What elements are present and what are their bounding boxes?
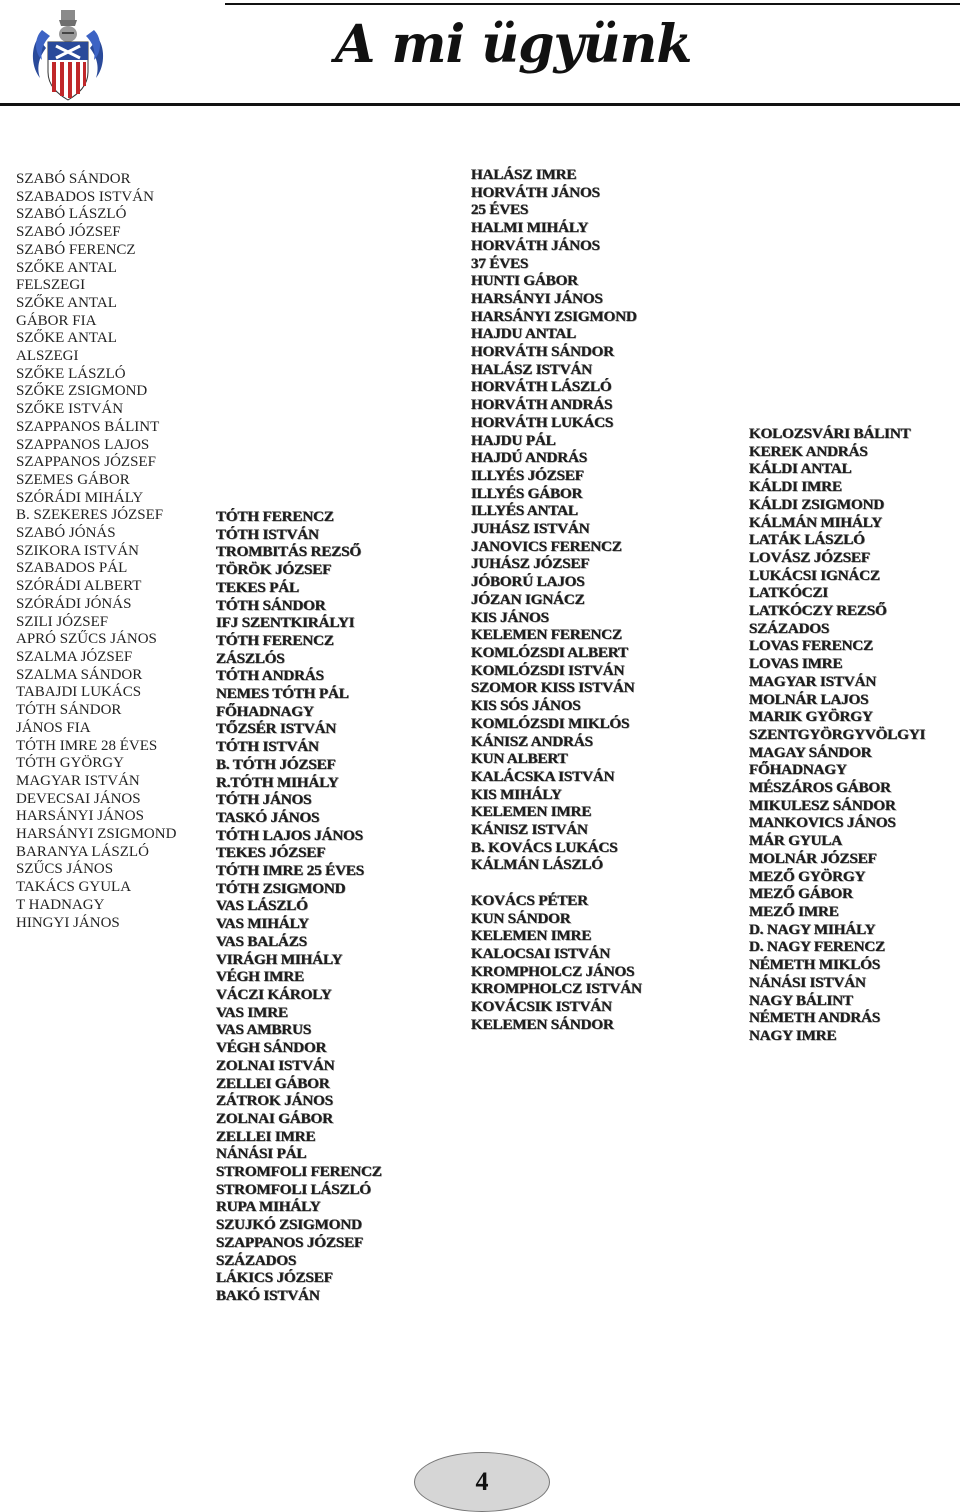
- page-title: A mi ügyünk: [335, 14, 692, 75]
- name-entry: KROMPHOLCZ JÁNOS: [471, 962, 635, 980]
- name-entry: KELEMEN IMRE: [471, 927, 592, 945]
- name-entry: LÁKICS JÓZSEF: [216, 1269, 333, 1287]
- name-entry: JÓBORÚ LAJOS: [471, 573, 585, 591]
- name-entry: JÓZAN IGNÁCZ: [471, 590, 585, 608]
- name-entry: KÁLMÁN LÁSZLÓ: [471, 856, 603, 874]
- coat-of-arms-icon: [28, 8, 108, 102]
- name-entry: HAJDÚ ANDRÁS: [471, 449, 588, 467]
- name-entry: SZEMES GÁBOR: [16, 471, 130, 488]
- name-entry: D. NAGY MIHÁLY: [749, 920, 876, 938]
- name-entry: HALMI MIHÁLY: [471, 219, 589, 237]
- name-entry: KALOCSAI ISTVÁN: [471, 944, 611, 962]
- name-entry: JÁNOS FIA: [16, 719, 91, 736]
- name-entry: SZŐKE ANTAL: [16, 259, 117, 276]
- name-entry: SZABADOS ISTVÁN: [16, 188, 154, 205]
- name-entry: HARSÁNYI JÁNOS: [16, 808, 144, 825]
- name-entry: MEZŐ GÁBOR: [749, 885, 853, 903]
- name-entry: HARSÁNYI ZSIGMOND: [16, 826, 177, 843]
- name-entry: SZILI JÓZSEF: [16, 613, 109, 630]
- name-entry: ZELLEI GÁBOR: [216, 1074, 330, 1092]
- name-entry: HORVÁTH JÁNOS: [471, 183, 600, 201]
- name-entry: SZABÓ LÁSZLÓ: [16, 206, 127, 223]
- name-entry: TÓTH ISTVÁN: [216, 525, 319, 543]
- name-entry: KELEMEN FERENCZ: [471, 626, 623, 644]
- name-entry: MOLNÁR LAJOS: [749, 690, 869, 708]
- name-entry: SZŐKE ZSIGMOND: [16, 383, 148, 400]
- name-entry: ILLYÉS JÓZSEF: [471, 466, 584, 484]
- name-entry: HORVÁTH LUKÁCS: [471, 413, 614, 431]
- name-entry: KOMLÓZSDI ALBERT: [471, 643, 629, 661]
- name-entry: BARANYA LÁSZLÓ: [16, 843, 149, 860]
- name-entry: LOVAS FERENCZ: [749, 637, 874, 655]
- header-top-rule: [225, 3, 960, 5]
- name-entry: B. SZEKERES JÓZSEF: [16, 507, 164, 524]
- name-entry: R.TÓTH MIHÁLY: [216, 773, 339, 791]
- name-entry: DEVECSAI JÁNOS: [16, 790, 141, 807]
- name-entry: VAS AMBRUS: [216, 1021, 312, 1039]
- name-entry: SZALMA SÁNDOR: [16, 666, 143, 683]
- name-entry: TÓTH FERENCZ: [216, 508, 334, 525]
- name-entry: RUPA MIHÁLY: [216, 1198, 321, 1216]
- name-entry: MAGYAR ISTVÁN: [16, 772, 140, 789]
- name-column-1: [16, 171, 176, 932]
- name-entry: TAKÁCS GYULA: [16, 879, 132, 896]
- name-entry: SZABADOS PÁL: [16, 560, 128, 577]
- name-entry: HORVÁTH JÁNOS: [471, 236, 600, 254]
- name-entry: KOMLÓZSDI MIKLÓS: [471, 714, 630, 732]
- name-entry: HARSÁNYI JÁNOS: [471, 289, 603, 307]
- name-entry: NEMES TÓTH PÁL: [216, 685, 349, 703]
- name-entry: T HADNAGY: [16, 896, 105, 913]
- name-entry: STROMFOLI LÁSZLÓ: [216, 1180, 372, 1198]
- name-entry: TÓTH ZSIGMOND: [216, 879, 346, 897]
- name-entry: NÉMETH MIKLÓS: [749, 956, 881, 974]
- name-entry: TÓTH LAJOS JÁNOS: [216, 826, 364, 844]
- name-entry: KROMPHOLCZ ISTVÁN: [471, 980, 642, 998]
- name-entry: VIRÁGH MIHÁLY: [216, 950, 343, 968]
- name-entry: ILLYÉS ANTAL: [471, 502, 578, 520]
- name-entry: B. KOVÁCS LUKÁCS: [471, 838, 618, 856]
- name-entry: KÁLMÁN MIHÁLY: [749, 513, 883, 531]
- name-entry: TASKÓ JÁNOS: [216, 808, 320, 826]
- name-entry: ZOLNAI ISTVÁN: [216, 1056, 335, 1074]
- name-entry: NAGY BÁLINT: [749, 991, 853, 1009]
- name-entry: ZOLNAI GÁBOR: [216, 1109, 334, 1127]
- page-number-badge: [414, 1452, 550, 1512]
- name-entry: MAGAY SÁNDOR: [749, 743, 872, 761]
- name-entry: SZÁZADOS: [749, 619, 830, 637]
- name-entry: TŐZSÉR ISTVÁN: [216, 720, 337, 738]
- name-entry: JUHÁSZ JÓZSEF: [471, 555, 590, 573]
- name-entry: HUNTI GÁBOR: [471, 272, 579, 290]
- name-entry: TÓTH SÁNDOR: [16, 702, 122, 719]
- name-entry: HAJDU PÁL: [471, 431, 556, 449]
- name-entry: HORVÁTH LÁSZLÓ: [471, 378, 612, 396]
- name-entry: KUN ALBERT: [471, 750, 568, 768]
- name-column-4: [749, 425, 925, 1045]
- name-entry: TEKES PÁL: [216, 578, 300, 596]
- name-entry: SZENTGYÖRGYVÖLGYI: [749, 725, 926, 743]
- name-entry: VAS BALÁZS: [216, 932, 307, 950]
- name-entry: NÁNÁSI PÁL: [216, 1145, 307, 1163]
- name-entry: HARSÁNYI ZSIGMOND: [471, 307, 637, 325]
- name-entry: MOLNÁR JÓZSEF: [749, 849, 877, 867]
- name-entry: MEZŐ GYÖRGY: [749, 867, 866, 885]
- name-entry: NAGY IMRE: [749, 1026, 837, 1044]
- name-entry: TÓTH JÁNOS: [216, 791, 312, 809]
- name-entry: ALSZEGI: [16, 348, 79, 365]
- name-entry: LUKÁCSI IGNÁCZ: [749, 566, 880, 584]
- name-entry: JANOVICS FERENCZ: [471, 537, 622, 555]
- name-entry: KELEMEN IMRE: [471, 803, 592, 821]
- name-entry: FŐHADNAGY: [216, 702, 314, 720]
- name-entry: LOVAS IMRE: [749, 655, 843, 673]
- name-entry: ZÁSZLÓS: [216, 649, 285, 667]
- name-entry: APRÓ SZŰCS JÁNOS: [16, 631, 157, 648]
- name-column-2: [216, 508, 382, 1305]
- name-entry: SZÓRÁDI JÓNÁS: [16, 595, 132, 612]
- name-entry: KOVÁCSIK ISTVÁN: [471, 998, 612, 1016]
- name-entry: TÓTH SÁNDOR: [216, 596, 326, 614]
- name-entry: VÉGH SÁNDOR: [216, 1039, 327, 1057]
- name-entry: SZAPPANOS JÓZSEF: [216, 1233, 364, 1251]
- name-entry: SZÁZADOS: [216, 1251, 297, 1269]
- name-entry: KÁLDI ANTAL: [749, 460, 852, 478]
- name-entry: TÓTH FERENCZ: [216, 631, 334, 649]
- name-entry: SZŐKE ISTVÁN: [16, 401, 124, 418]
- name-entry: LATKÓCZI: [749, 584, 829, 602]
- name-entry: TÓTH GYÖRGY: [16, 755, 124, 772]
- name-entry: KEREK ANDRÁS: [749, 442, 868, 460]
- name-entry: SZÓRÁDI ALBERT: [16, 578, 142, 595]
- name-entry: SZABÓ JÓNÁS: [16, 525, 116, 542]
- name-entry: TÓTH ISTVÁN: [216, 738, 319, 756]
- name-entry: LATÁK LÁSZLÓ: [749, 531, 865, 549]
- name-entry: TÓTH ANDRÁS: [216, 667, 324, 685]
- name-entry: SZIKORA ISTVÁN: [16, 542, 139, 559]
- name-entry: TEKES JÓZSEF: [216, 844, 326, 862]
- name-entry: MANKOVICS JÁNOS: [749, 814, 896, 832]
- name-entry: KIS JÁNOS: [471, 608, 549, 626]
- name-entry: KÁLDI IMRE: [749, 478, 842, 496]
- name-entry: HORVÁTH ANDRÁS: [471, 396, 613, 414]
- name-entry: KIS SÓS JÁNOS: [471, 697, 581, 715]
- name-entry: SZŰCS JÁNOS: [16, 861, 114, 878]
- name-entry: ZELLEI IMRE: [216, 1127, 316, 1145]
- name-entry: KÁLDI ZSIGMOND: [749, 495, 885, 513]
- name-entry: JUHÁSZ ISTVÁN: [471, 520, 590, 538]
- name-entry: SZABÓ FERENCZ: [16, 241, 136, 258]
- name-entry: SZŐKE LÁSZLÓ: [16, 365, 126, 382]
- name-entry: TÓTH IMRE 25 ÉVES: [216, 862, 365, 880]
- name-entry: SZAPPANOS JÓZSEF: [16, 454, 156, 471]
- name-entry: TÖRÖK JÓZSEF: [216, 561, 332, 579]
- name-entry: SZABÓ SÁNDOR: [16, 171, 131, 187]
- name-entry: HALÁSZ IMRE: [471, 166, 577, 183]
- name-entry: KÁNISZ ANDRÁS: [471, 732, 593, 750]
- header-bottom-rule: [0, 103, 960, 106]
- name-entry: MÁR GYULA: [749, 832, 843, 850]
- name-entry: TÓTH IMRE 28 ÉVES: [16, 737, 158, 754]
- name-entry: ILLYÉS GÁBOR: [471, 484, 583, 502]
- name-entry: SZÓRÁDI MIHÁLY: [16, 489, 144, 506]
- name-entry: 37 ÉVES: [471, 254, 529, 272]
- name-entry: NÁNÁSI ISTVÁN: [749, 973, 866, 991]
- name-entry: HALÁSZ ISTVÁN: [471, 360, 593, 378]
- name-entry: GÁBOR FIA: [16, 312, 97, 329]
- name-entry: B. TÓTH JÓZSEF: [216, 755, 336, 773]
- name-entry: KELEMEN SÁNDOR: [471, 1015, 614, 1033]
- name-entry: SZŐKE ANTAL: [16, 294, 117, 311]
- name-entry: TROMBITÁS REZSŐ: [216, 543, 362, 561]
- name-entry: KÁNISZ ISTVÁN: [471, 821, 588, 839]
- name-entry: KALÁCSKA ISTVÁN: [471, 767, 615, 785]
- name-entry: VAS MIHÁLY: [216, 915, 309, 933]
- name-entry: MARIK GYÖRGY: [749, 708, 873, 726]
- name-entry: SZUJKÓ ZSIGMOND: [216, 1216, 362, 1234]
- name-entry: SZABÓ JÓZSEF: [16, 224, 121, 241]
- name-entry: MEZŐ IMRE: [749, 902, 839, 920]
- name-entry: D. NAGY FERENCZ: [749, 938, 886, 956]
- name-entry: VÉGH IMRE: [216, 968, 305, 986]
- name-entry: FELSZEGI: [16, 277, 86, 294]
- name-entry: MÉSZÁROS GÁBOR: [749, 779, 891, 797]
- name-entry: SZAPPANOS LAJOS: [16, 436, 150, 453]
- name-entry: TABAJDI LUKÁCS: [16, 684, 142, 701]
- name-entry: KOVÁCS PÉTER: [471, 891, 589, 909]
- name-entry: FŐHADNAGY: [749, 761, 847, 779]
- name-entry: SZŐKE ANTAL: [16, 330, 117, 347]
- name-entry: SZOMOR KISS ISTVÁN: [471, 679, 635, 697]
- name-entry: KUN SÁNDOR: [471, 909, 571, 927]
- name-entry: HAJDU ANTAL: [471, 325, 577, 343]
- name-entry: BAKÓ ISTVÁN: [216, 1286, 320, 1304]
- name-entry: STROMFOLI FERENCZ: [216, 1163, 382, 1181]
- name-entry: LOVÁSZ JÓZSEF: [749, 548, 871, 566]
- name-entry: MAGYAR ISTVÁN: [749, 672, 877, 690]
- name-column-3: [471, 166, 642, 1033]
- name-entry: MIKULESZ SÁNDOR: [749, 796, 896, 814]
- name-entry: NÉMETH ANDRÁS: [749, 1009, 881, 1027]
- name-entry: KIS MIHÁLY: [471, 785, 562, 803]
- name-entry: VAS LÁSZLÓ: [216, 897, 308, 915]
- name-entry: HINGYI JÁNOS: [16, 914, 120, 931]
- column-gap: [471, 874, 642, 892]
- page-number: 4: [475, 1467, 489, 1496]
- name-entry: KOMLÓZSDI ISTVÁN: [471, 661, 625, 679]
- name-entry: IFJ SZENTKIRÁLYI: [216, 614, 355, 632]
- name-entry: KOLOZSVÁRI BÁLINT: [749, 425, 911, 442]
- name-entry: SZALMA JÓZSEF: [16, 648, 133, 665]
- name-entry: VÁCZI KÁROLY: [216, 985, 332, 1003]
- name-entry: LATKÓCZY REZSŐ: [749, 602, 887, 620]
- name-entry: ZÁTROK JÁNOS: [216, 1092, 334, 1110]
- name-entry: SZAPPANOS BÁLINT: [16, 418, 160, 435]
- name-entry: VAS IMRE: [216, 1003, 288, 1021]
- page-header: [0, 0, 960, 112]
- name-entry: HORVÁTH SÁNDOR: [471, 343, 615, 361]
- name-entry: 25 ÉVES: [471, 201, 529, 219]
